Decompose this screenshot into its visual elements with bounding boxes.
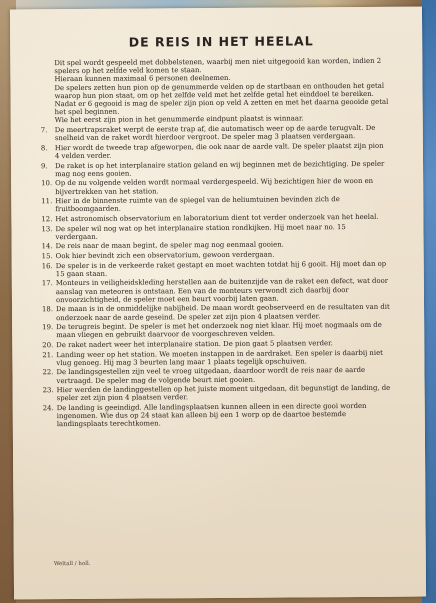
document-title: DE REIS IN HET HEELAL — [128, 33, 314, 50]
rule-text: De meertrapsraket werpt de eerste trap af, die automatisch weer op de aarde terugvalt. De snelheid van de raket wordt hierdoor vergroot. De speler mag 3 plaatsen verdergaan. — [54, 123, 376, 143]
rule-number: 8. — [40, 143, 48, 153]
rule-number: 13. — [41, 224, 53, 233]
rule-text: De landingsgestellen zijn veel te vroeg uitgedaan, daardoor wordt de reis naar de aarde vertraagd. De speler mag de volgende beurt niet gooien. — [56, 366, 366, 385]
rule-text: Op de nu volgende velden wordt normaal verdergespeeld. Wij bezichtigen hier de woon en bijvertrekken van het station. — [55, 177, 374, 196]
rule-number: 22. — [42, 368, 54, 377]
rule-text: Hier werden de landinggestellen op het juiste moment uitgedaan, dit begunstigt de landing, de speler zet zijn pion 4 plaatsen verder. — [56, 383, 391, 403]
rule-number: 19. — [42, 323, 54, 332]
intro-paragraph: Nadat er 6 gegooid is mag de speler zijn pion op veld A zetten en met het daarna geooide getal het spel beginnen. — [54, 97, 389, 117]
rule-text: De raket nadert weer het interplanaire station. De pion gaat 5 plaatsen verder. — [56, 339, 333, 350]
rule-item — [42, 348, 390, 367]
intro-paragraph: Wie het eerst zijn pion in het genummerde eindpunt plaatst is winnaar. — [54, 114, 304, 125]
rule-number: 21. — [42, 350, 54, 359]
rule-number: 15. — [41, 252, 53, 261]
rule-text: De speler wil nog wat op het interplanaire station rondkijken. Hij moet naar no. 15 verdergaan. — [55, 222, 346, 241]
document-body — [40, 33, 391, 429]
rule-text: De reis naar de maan begint, de speler mag nog eenmaal gooien. — [55, 240, 284, 251]
rule-text: Landing weer op het station. We moeten instappen in de aardraket. Een speler is daarbij niet vlug genoeg. Hij mag 3 beurten lang maar 1 plaats tegelijk opschuiven. — [56, 348, 383, 367]
rule-number: 12. — [41, 215, 53, 224]
footer-note: Weltall / holl. — [53, 560, 91, 568]
rule-text: Hier in de binnenste ruimte van de spiegel van de heliumtuinen bevinden zich de fruitboomgaarden. — [55, 195, 340, 214]
rule-item — [41, 222, 389, 241]
rule-number: 24. — [42, 404, 54, 413]
rule-item — [41, 259, 390, 278]
rules-list — [40, 123, 391, 429]
rule-text: De terugreis begint. De speler is met het onderzoek nog niet klaar. Hij moet nogmaals om de maan vliegen en gebruikt daarvoor de voorgeschreven velden. — [56, 321, 382, 340]
rule-item — [40, 123, 389, 143]
rule-item — [40, 141, 389, 161]
rule-item — [41, 177, 389, 196]
rule-text: De landing is geeindigd. Alle landingsplaatsen kunnen alleen in een directe gooi worden ingenomen. Wie dus op 24 staat kan alleen bij een 1 worp op de daartoe bestemde landingsplaats terechtkomen. — [56, 401, 367, 429]
rule-number: 7. — [40, 126, 48, 135]
rule-text: De speler is in de verkeerde raket gestapt en moet wachten totdat hij 6 gooit. Hij moet dan op 15 gaan staan. — [55, 259, 387, 278]
paper-sheet — [10, 7, 426, 600]
rule-item — [42, 366, 390, 385]
rule-number: 9. — [41, 161, 48, 170]
rule-number: 18. — [42, 305, 54, 314]
rule-item — [42, 303, 390, 322]
rule-item — [41, 277, 390, 304]
intro-paragraph: Dit spel wordt gespeeld met dobbelstenen, waarbij men niet uitgegooid kan worden, indien 2 spelers op het zelfde veld komen te staan. — [54, 56, 382, 76]
rule-text: Hier wordt de tweede trap afgeworpen, die ook naar de aarde valt. De speler plaatst zijn pion 4 velden verder. — [54, 141, 384, 161]
rule-item — [42, 383, 391, 403]
intro-section — [54, 57, 388, 125]
rule-number: 14. — [41, 242, 53, 251]
rule-text: Ook hier bevindt zich een observatorium, gewoon verdergaan. — [55, 250, 275, 261]
rule-text: De raket is op het interplanaire station geland en wij beginnen met de bezichtiging. De speler mag nog eens gooien. — [55, 159, 385, 178]
rule-text: Het astronomisch observatorium en laboratorium dient tot verder onderzoek van het heelal. — [55, 212, 379, 224]
rule-number: 16. — [41, 261, 53, 270]
rule-number: 20. — [42, 341, 54, 350]
rule-text: Monteurs in veiligheidskleding herstellen aan de buitenzijde van de raket een defect, wat door aanslag van meteoren is ontstaan. Een van de monteurs verwondt zich daarbij door onvoorzichtigheid, de speler moet een beurt voorbij laten gaan. — [55, 277, 389, 304]
rule-number: 10. — [41, 179, 53, 188]
rule-item — [41, 195, 389, 214]
rule-text: De maan is in de onmiddelijke nabijheid. De maan wordt geobserveerd en de resultaten van dit onderzoek naar de aarde geseind. De speler zet zijn pion 4 plaatsen verder. — [56, 303, 390, 322]
intro-paragraph: De spelers zetten hun pion op de genummerde velden op de startbaan en onthouden het getal waarop hun pion staat, om op het zelfde veld met het zelfde getal het einddoel te bereiken. — [54, 81, 385, 100]
rule-item — [41, 159, 389, 178]
rule-number: 11. — [41, 197, 53, 206]
rule-number: 17. — [41, 279, 53, 288]
rule-item — [42, 401, 391, 429]
intro-paragraph: Hieraan kunnen maximaal 6 personen deelnemen. — [54, 74, 231, 84]
rule-item — [42, 321, 390, 340]
rule-number: 23. — [42, 386, 54, 395]
